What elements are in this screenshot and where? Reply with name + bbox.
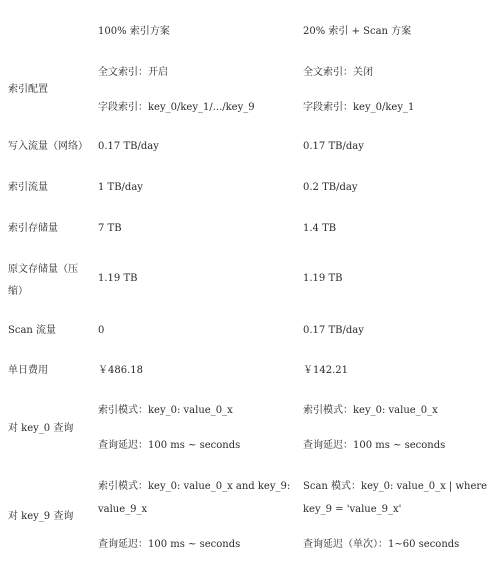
cell-b-daily-cost: ￥142.21 [303,365,348,376]
row-label-index-traffic: 索引流量 [8,182,48,193]
row-label-daily-cost: 单日费用 [8,365,48,376]
cell-a-key9-latency: 查询延迟：100 ms ~ seconds [98,539,241,550]
cell-b-key9-mode-line1: Scan 模式：key_0: value_0_x | where [303,481,488,492]
cell-a-raw-storage: 1.19 TB [98,273,138,284]
row-label-write-traffic: 写入流量（网络） [8,141,88,152]
cell-b-key0-mode: 索引模式：key_0: value_0_x [303,405,438,416]
cell-a-key0-mode: 索引模式：key_0: value_0_x [98,405,233,416]
cell-b-key9-latency: 查询延迟（单次）：1~60 seconds [303,539,460,550]
row-label-raw-storage-line1: 原文存储量（压 [8,264,78,275]
cell-b-key9-mode-line2: key_9 = 'value_9_x' [303,504,402,515]
row-label-scan-traffic: Scan 流量 [8,325,57,336]
cell-b-index-storage: 1.4 TB [303,223,337,234]
cell-a-daily-cost: ￥486.18 [98,365,143,376]
cell-a-key0-latency: 查询延迟：100 ms ~ seconds [98,440,241,451]
cell-a-key9-mode-line1: 索引模式：key_0: value_0_x and key_9: [98,481,291,492]
header-col-a: 100% 索引方案 [98,26,170,37]
cell-a-key9-mode-line2: value_9_x [98,504,148,515]
cell-a-index-traffic: 1 TB/day [98,182,143,193]
cell-b-field-index: 字段索引：key_0/key_1 [303,102,415,113]
header-col-b: 20% 索引 + Scan 方案 [303,26,412,37]
row-label-raw-storage-line2: 缩） [8,286,28,297]
cell-b-raw-storage: 1.19 TB [303,273,343,284]
cell-b-scan-traffic: 0.17 TB/day [303,325,364,336]
row-label-key9-query: 对 key_9 查询 [8,511,74,522]
row-label-index-config: 索引配置 [8,84,48,95]
cell-a-field-index: 字段索引：key_0/key_1/.../key_9 [98,102,255,113]
cell-a-fulltext: 全文索引：开启 [98,67,168,78]
cell-b-key0-latency: 查询延迟：100 ms ~ seconds [303,440,446,451]
cell-b-index-traffic: 0.2 TB/day [303,182,358,193]
cell-a-index-storage: 7 TB [98,223,122,234]
cell-b-fulltext: 全文索引：关闭 [303,67,373,78]
row-label-key0-query: 对 key_0 查询 [8,423,74,434]
cell-a-write-traffic: 0.17 TB/day [98,141,159,152]
row-label-index-storage: 索引存储量 [8,223,58,234]
cell-a-scan-traffic: 0 [98,325,105,336]
cell-b-write-traffic: 0.17 TB/day [303,141,364,152]
